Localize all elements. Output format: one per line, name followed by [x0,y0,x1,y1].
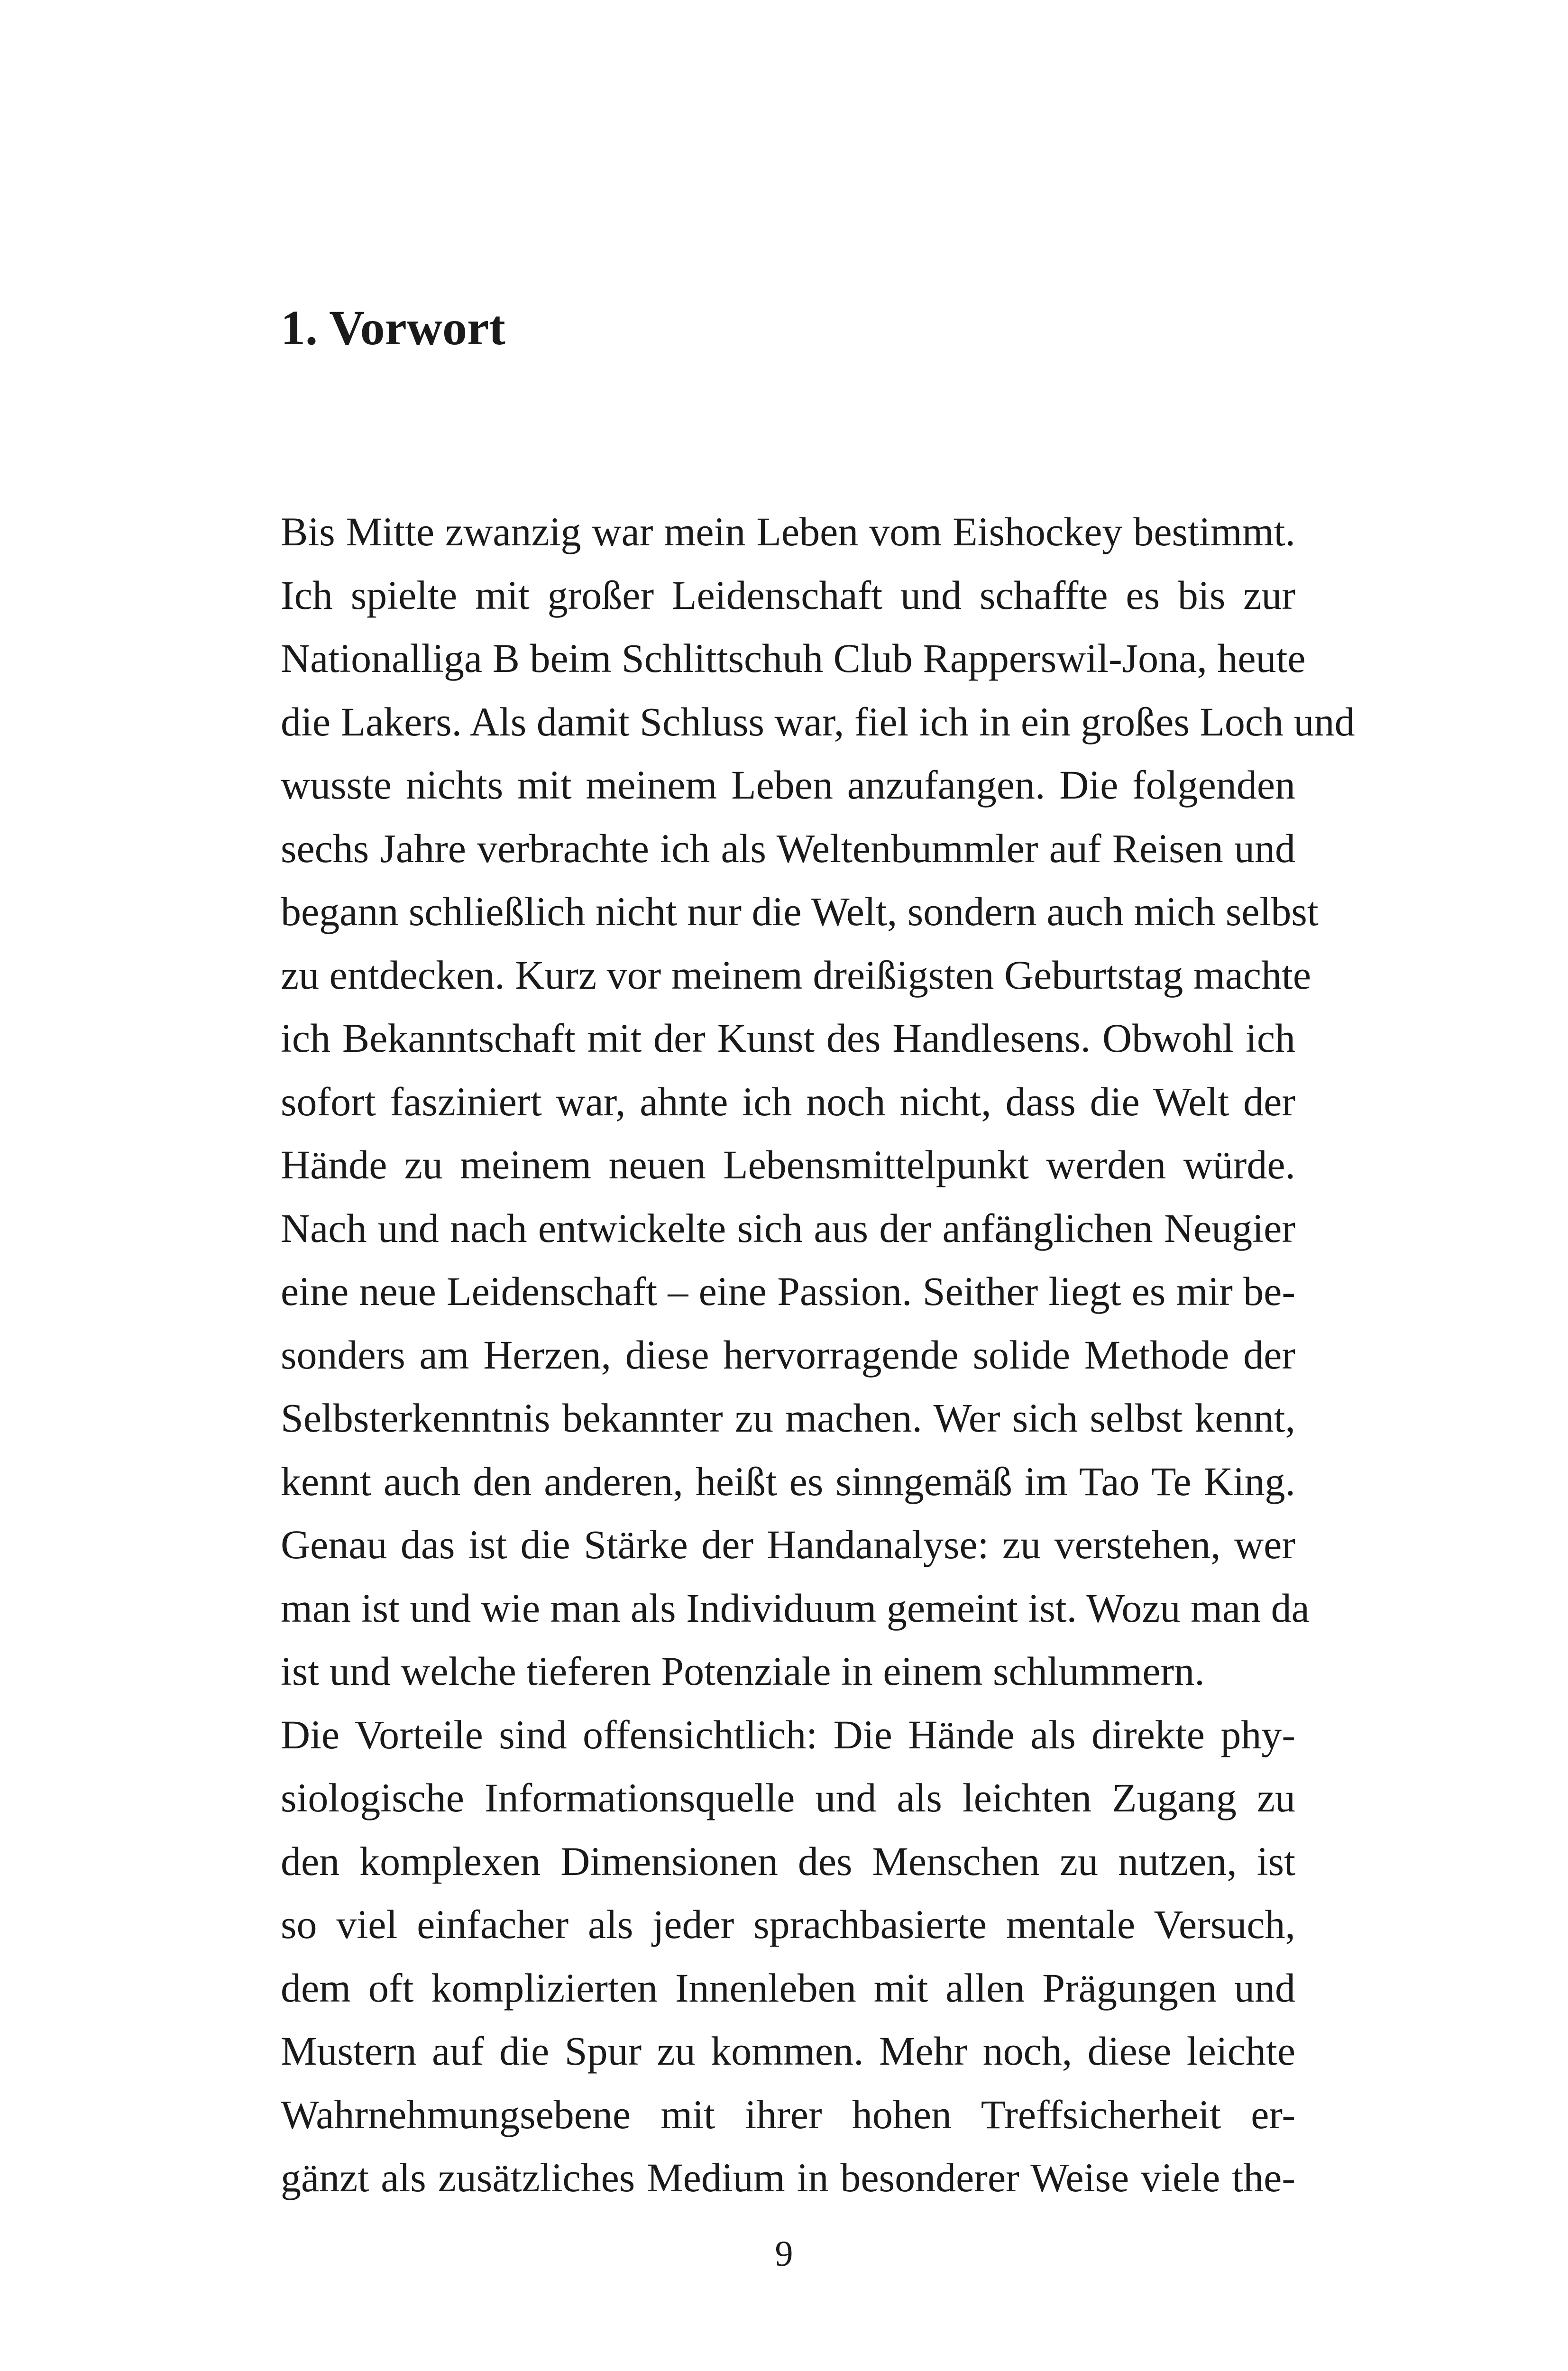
chapter-title: 1. Vorwort [281,301,505,355]
text-line: Hände zu meinem neuen Lebensmittelpunkt werden würde. [281,1142,1295,1187]
text-line: Nach und nach entwickelte sich aus der anfänglichen Neugier [281,1205,1295,1251]
text-line: man ist und wie man als Individuum gemeint ist. Wozu man da [281,1585,1310,1631]
text-line: den komplexen Dimensionen des Menschen zu nutzen, ist [281,1838,1295,1884]
text-line: eine neue Leidenschaft – eine Passion. Seither liegt es mir be- [281,1268,1295,1314]
text-line: sechs Jahre verbrachte ich als Weltenbummler auf Reisen und [281,825,1295,871]
text-line: kennt auch den anderen, heißt es sinngemäß im Tao Te King. [281,1458,1295,1504]
text-line: ist und welche tieferen Potenziale in einem schlummern. [281,1648,1205,1694]
text-line: so viel einfacher als jeder sprachbasierte mentale Versuch, [281,1902,1295,1947]
text-line: Wahrnehmungsebene mit ihrer hohen Treffsicherheit er- [281,2091,1295,2137]
text-line: sonders am Herzen, diese hervorragende solide Methode der [281,1332,1295,1378]
text-line: sofort fasziniert war, ahnte ich noch nicht, dass die Welt der [281,1078,1295,1124]
text-line: dem oft komplizierten Innenleben mit allen Prägungen und [281,1965,1295,2011]
text-line: wusste nichts mit meinem Leben anzufangen. Die folgenden [281,762,1295,808]
text-line: ich Bekanntschaft mit der Kunst des Handlesens. Obwohl ich [281,1015,1295,1061]
text-line: Mustern auf die Spur zu kommen. Mehr noch, diese leichte [281,2028,1295,2074]
text-line: zu entdecken. Kurz vor meinem dreißigsten Geburtstag machte [281,952,1311,998]
text-line: Die Vorteile sind offensichtlich: Die Hände als direkte phy- [281,1711,1295,1757]
text-line: Ich spielte mit großer Leidenschaft und schaffte es bis zur [281,572,1295,618]
text-line: Nationalliga B beim Schlittschuh Club Rapperswil-Jona, heute [281,635,1306,681]
text-line: Genau das ist die Stärke der Handanalyse: zu verstehen, wer [281,1522,1295,1567]
text-line: gänzt als zusätzliches Medium in besonderer Weise viele the- [281,2155,1295,2200]
page-number: 9 [775,2234,793,2274]
text-line: Selbsterkenntnis bekannter zu machen. Wer sich selbst kennt, [281,1395,1295,1441]
text-line: siologische Informationsquelle und als leichten Zugang zu [281,1775,1295,1820]
text-line: Bis Mitte zwanzig war mein Leben vom Eishockey bestimmt. [281,509,1295,554]
text-line: begann schließlich nicht nur die Welt, sondern auch mich selbst [281,889,1319,934]
text-line: die Lakers. Als damit Schluss war, fiel ich in ein großes Loch und [281,698,1355,744]
body-text [281,500,1355,2210]
